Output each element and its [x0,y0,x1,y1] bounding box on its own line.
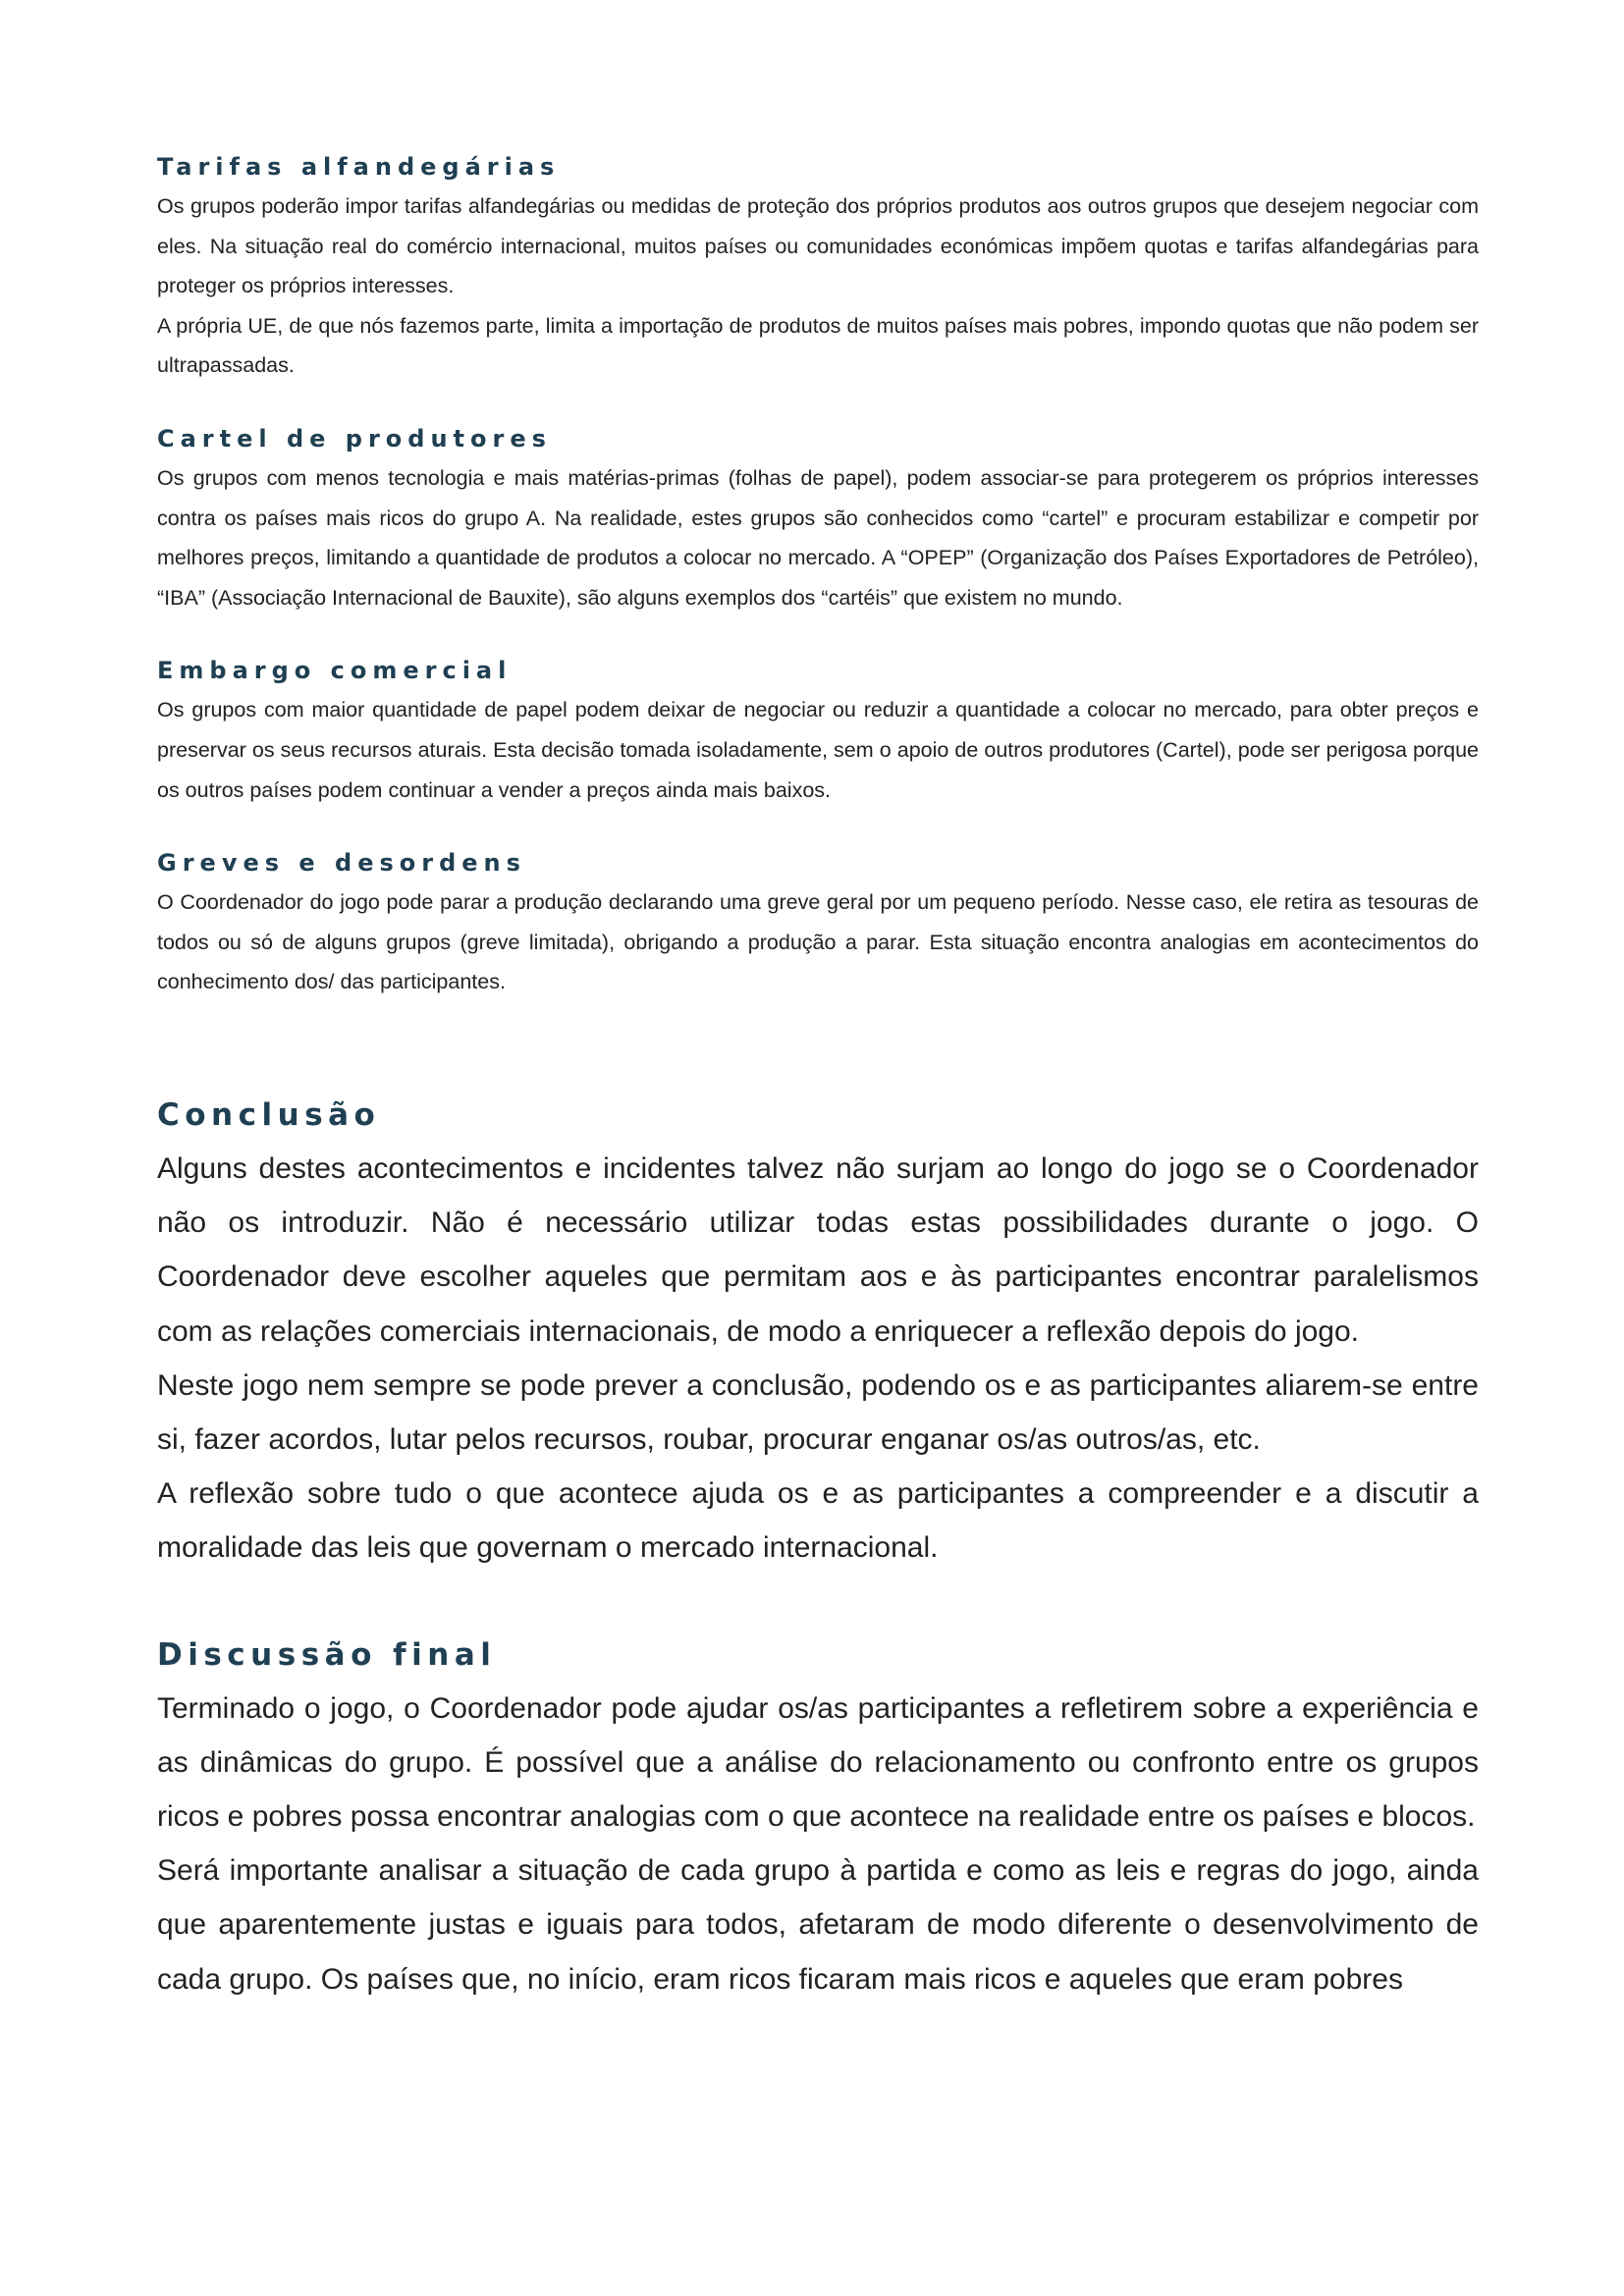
paragraph: Alguns destes acontecimentos e incidentes talvez não surjam ao longo do jogo se o Coordenador não os introduzir. Não é necessário utilizar todas estas possibilidades durante o jogo. O Coordenador deve escolher aqueles que permitam aos e às participantes encontrar paralelismos com as relações comerciais internacionais, de modo a enriquecer a reflexão depois do jogo. [157,1151,1479,1348]
section-cartel [157,419,1479,617]
section-heading: Tarifas alfandegárias [157,153,561,181]
section-discussao [157,1629,1479,2006]
section-heading: Conclusão [157,1096,381,1133]
paragraph: A reflexão sobre tudo o que acontece ajuda os e as participantes a compreender e a discutir a moralidade das leis que governam o mercado internacional. [157,1477,1479,1565]
section-embargo [157,651,1479,810]
paragraph: A própria UE, de que nós fazemos parte, limita a importação de produtos de muitos países mais pobres, impondo quotas que não podem ser ultrapassadas. [157,313,1479,378]
paragraph: Será importante analisar a situação de cada grupo à partida e como as leis e regras do jogo, ainda que aparentemente justas e iguais para todos, afetaram de modo diferente o desenvolvimento de cada grupo. Os países que, no início, eram ricos ficaram mais ricos e aqueles que eram pobres [157,1854,1479,1996]
paragraph: Os grupos com maior quantidade de papel podem deixar de negociar ou reduzir a quantidade a colocar no mercado, para obter preços e preservar os seus recursos aturais. Esta decisão tomada isoladamente, sem o apoio de outros produtores (Cartel), pode ser perigosa porque os outros países podem continuar a vender a preços ainda mais baixos. [157,698,1479,802]
paragraph: O Coordenador do jogo pode parar a produção declarando uma greve geral por um pequeno período. Nesse caso, ele retira as tesouras de todos ou só de alguns grupos (greve limitada), obrigando a produção a parar. Esta situação encontra analogias em acontecimentos do conhecimento dos/ das participantes. [157,890,1479,994]
paragraph: Terminado o jogo, o Coordenador pode ajudar os/as participantes a refletirem sobre a experiência e as dinâmicas do grupo. É possível que a análise do relacionamento ou confronto entre os grupos ricos e pobres possa encontrar analogias com o que acontece na realidade entre os países e blocos. [157,1691,1479,1833]
section-heading: Discussão final [157,1636,497,1673]
section-greves [157,843,1479,1002]
section-heading: Embargo comercial [157,657,513,685]
section-conclusao [157,1089,1479,1575]
document-page [157,147,1479,2006]
section-heading: Greves e desordens [157,849,526,878]
paragraph: Neste jogo nem sempre se pode prever a conclusão, podendo os e as participantes aliarem-se entre si, fazer acordos, lutar pelos recursos, roubar, procurar enganar os/as outros/as, etc. [157,1368,1479,1456]
section-tarifas [157,147,1479,386]
paragraph: Os grupos com menos tecnologia e mais matérias-primas (folhas de papel), podem associar-se para protegerem os próprios interesses contra os países mais ricos do grupo A. Na realidade, estes grupos são conhecidos como “cartel” e procuram estabilizar e competir por melhores preços, limitando a quantidade de produtos a colocar no mercado. A “OPEP” (Organização dos Países Exportadores de Petróleo), “IBA” (Associação Internacional de Bauxite), são alguns exemplos dos “cartéis” que existem no mundo. [157,465,1479,610]
section-heading: Cartel de produtores [157,424,552,453]
paragraph: Os grupos poderão impor tarifas alfandegárias ou medidas de proteção dos próprios produtos aos outros grupos que desejem negociar com eles. Na situação real do comércio internacional, muitos países ou comunidades económicas impõem quotas e tarifas alfandegárias para proteger os próprios interesses. [157,194,1479,298]
